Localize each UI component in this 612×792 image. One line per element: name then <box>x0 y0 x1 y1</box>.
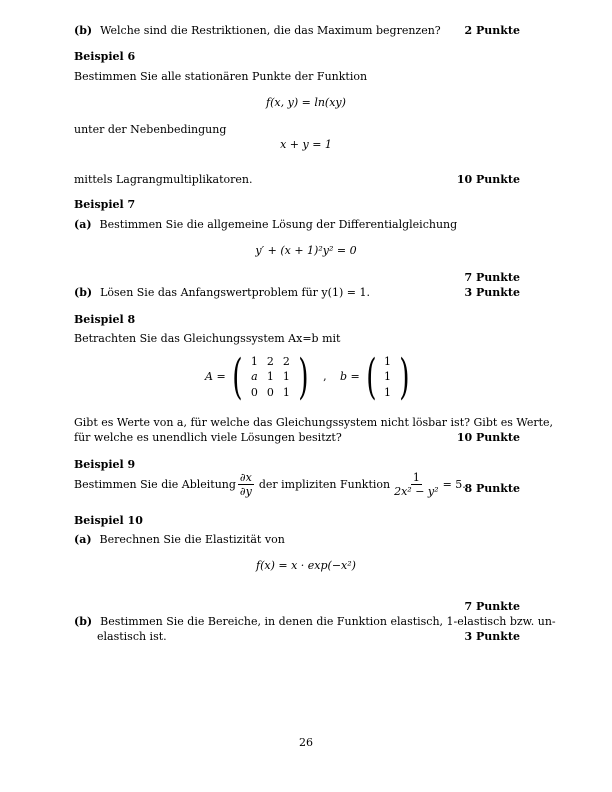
part-label: (b) <box>74 615 93 628</box>
heading-beispiel-7: Beispiel 7 <box>74 198 136 211</box>
b5-part-b <box>74 24 441 37</box>
b7-part-b <box>74 286 370 299</box>
part-text: Berechnen Sie die Elastizität von <box>99 533 285 546</box>
formula: f(x) = x · exp(−x²) <box>256 559 356 572</box>
vector-b-label: b = <box>340 370 360 384</box>
text: = 5. <box>442 478 466 492</box>
paragraph: für welche es unendlich viele Lösungen besitzt? <box>74 431 342 444</box>
formula: f(x, y) = ln(xy) <box>266 96 346 109</box>
part-label: (b) <box>74 24 93 37</box>
paragraph: Betrachten Sie das Gleichungssystem Ax=b mit <box>74 332 341 345</box>
matrix-A-grid <box>246 355 294 399</box>
formula: y′ + (x + 1)²y² = 0 <box>255 244 357 257</box>
vector-b <box>340 349 413 405</box>
matrix-cell: 0 <box>266 385 274 399</box>
part-text: Bestimmen Sie die allgemeine Lösung der Differentialgleichung <box>99 218 458 231</box>
paragraph: Gibt es Werte von a, für welche das Gleichungssystem nicht lösbar ist? Gibt es Werte, <box>74 416 554 429</box>
paragraph: unter der Nebenbedingung <box>74 123 227 136</box>
b10-part-b <box>74 615 556 628</box>
matrix-cell: 1 <box>282 385 290 399</box>
text: der impliziten Funktion <box>258 478 391 492</box>
paragraph: Bestimmen Sie alle stationären Punkte der Funktion <box>74 70 368 83</box>
constraint-formula: x + y = 1 <box>280 138 332 151</box>
left-paren: ( <box>365 349 377 405</box>
points: 8 Punkte <box>464 482 520 495</box>
points: 7 Punkte <box>464 600 520 613</box>
matrix-A <box>205 349 327 405</box>
part-label: (a) <box>74 533 92 546</box>
heading-beispiel-9: Beispiel 9 <box>74 458 136 471</box>
heading-beispiel-8: Beispiel 8 <box>74 313 136 326</box>
matrix-cell: a <box>251 370 258 384</box>
heading-beispiel-10: Beispiel 10 <box>74 514 143 527</box>
heading-beispiel-6: Beispiel 6 <box>74 50 136 63</box>
vector-cell: 1 <box>384 355 391 369</box>
part-text: Bestimmen Sie die Bereiche, in denen die Funktion elastisch, 1-elastisch bzw. un- <box>100 615 556 628</box>
denominator: 2x² − y² <box>394 485 439 499</box>
paragraph: mittels Lagrangmultiplikatoren. <box>74 173 253 186</box>
numerator: 1 <box>412 471 420 484</box>
points: 3 Punkte <box>464 286 520 299</box>
right-paren: ) <box>298 349 309 405</box>
b10-part-a <box>74 533 285 546</box>
part-label: (a) <box>74 218 92 231</box>
matrix-cell: 1 <box>282 370 290 384</box>
b7-part-a <box>74 218 457 231</box>
points: 3 Punkte <box>464 630 520 643</box>
right-paren: ) <box>398 349 410 405</box>
points: 2 Punkte <box>464 24 520 37</box>
matrix-cell: 2 <box>282 355 290 369</box>
points: 7 Punkte <box>464 271 520 284</box>
part-text: Lösen Sie das Anfangswertproblem für y(1) = 1. <box>100 286 370 299</box>
vector-cell: 1 <box>384 385 391 399</box>
part-text-continued: elastisch ist. <box>97 630 167 643</box>
part-label: (b) <box>74 286 93 299</box>
part-text: Welche sind die Restriktionen, die das Maximum begrenzen? <box>100 24 441 37</box>
implicit-fraction <box>392 471 440 498</box>
matrix-cell: 1 <box>266 370 274 384</box>
derivative-fraction <box>238 471 254 498</box>
b9-line <box>74 471 466 498</box>
matrix-cell: 0 <box>250 385 258 399</box>
vector-b-grid <box>381 355 395 399</box>
page-number: 26 <box>299 736 313 749</box>
points: 10 Punkte <box>456 431 520 444</box>
denominator: ∂y <box>239 485 252 499</box>
separator: , <box>323 370 327 384</box>
vector-cell: 1 <box>384 370 391 384</box>
matrix-cell: 2 <box>266 355 274 369</box>
left-paren: ( <box>231 349 243 405</box>
points: 10 Punkte <box>456 173 520 186</box>
matrix-A-label: A = <box>205 370 226 384</box>
matrix-cell: 1 <box>250 355 258 369</box>
text: Bestimmen Sie die Ableitung <box>74 478 236 492</box>
numerator: ∂x <box>239 471 252 484</box>
